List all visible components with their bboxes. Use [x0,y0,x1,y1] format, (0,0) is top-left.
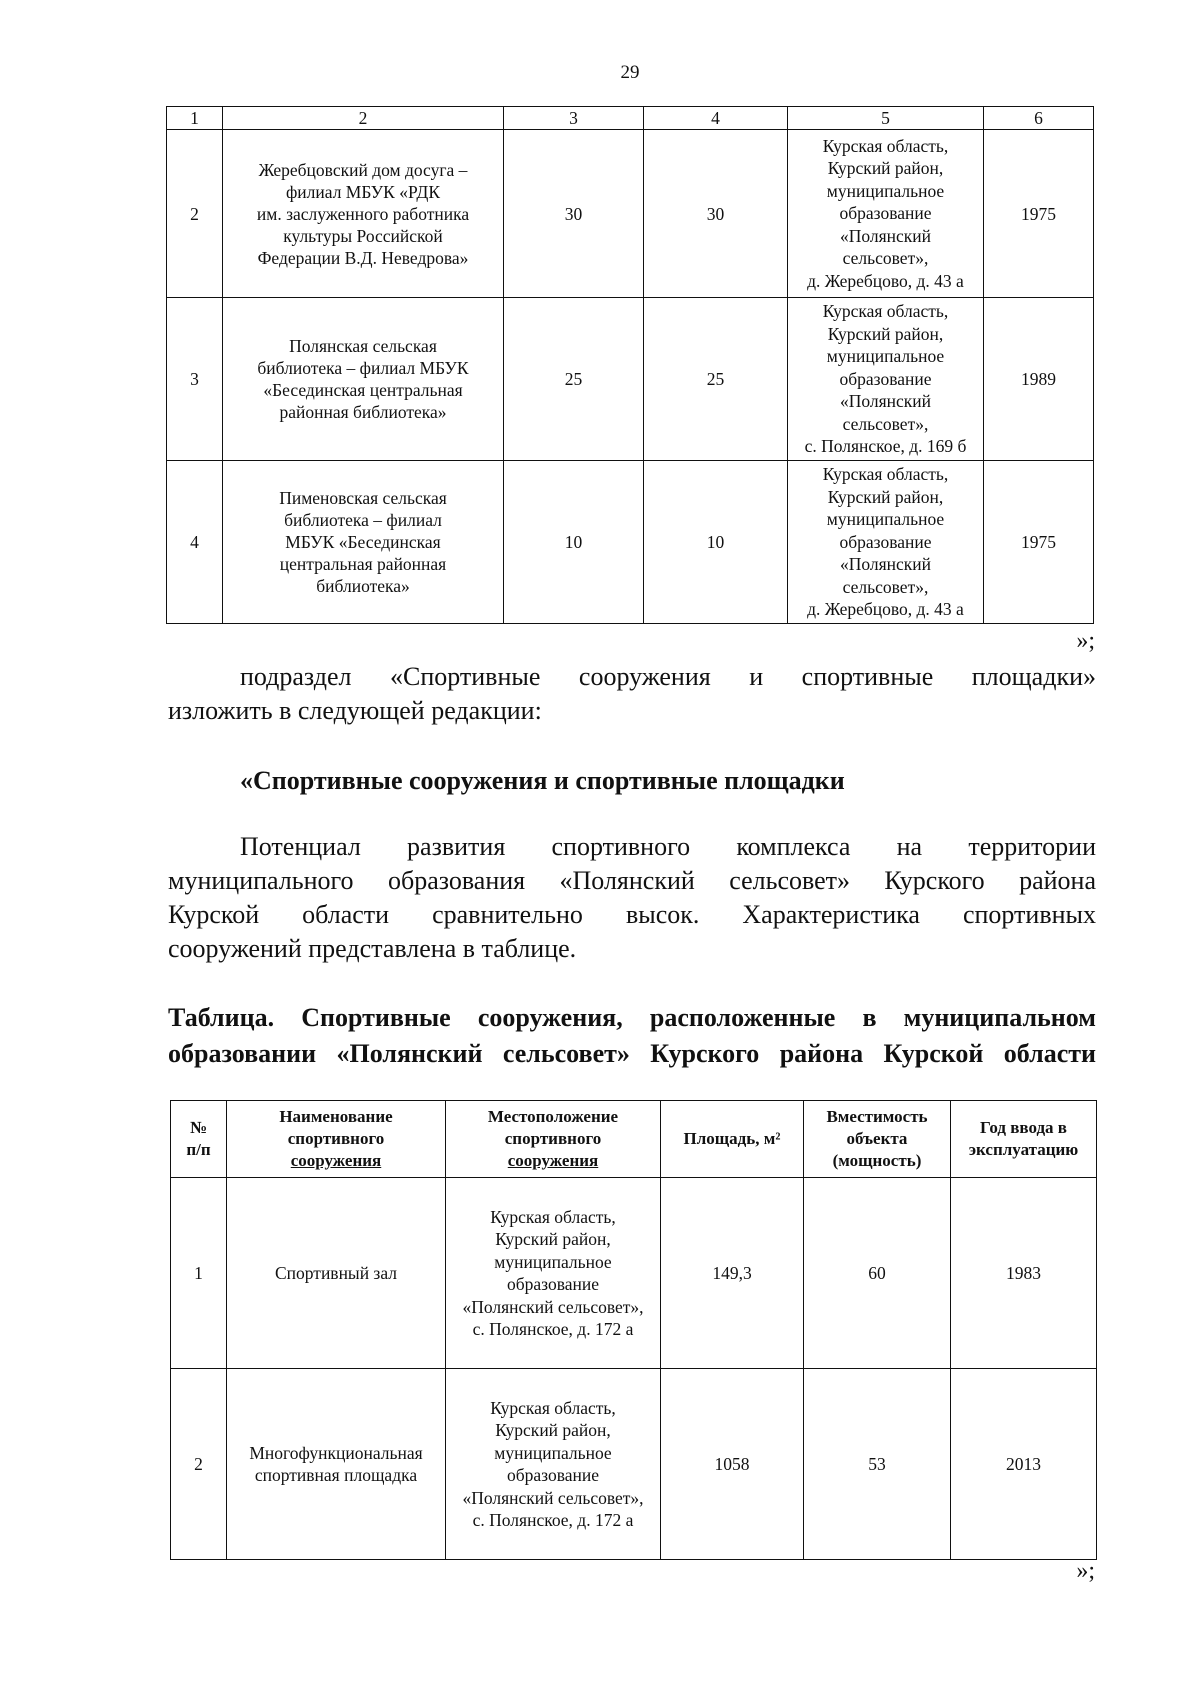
header-line: Наименование [279,1107,393,1126]
sports-facilities-table [170,1100,1097,1560]
header-capacity [804,1101,951,1178]
facilities-table-continued [166,106,1094,624]
column-number: 4 [644,107,788,130]
header-line: Год ввода в [980,1118,1067,1137]
facility-name [227,1369,446,1560]
column-number-row [167,107,1094,130]
header-location [446,1101,661,1178]
year: 2013 [951,1369,1097,1560]
name-line: библиотека – филиал [284,510,442,530]
header-line: (мощность) [832,1151,922,1170]
address-line: д. Жеребцово, д. 43 а [807,270,964,291]
capacity: 60 [804,1178,951,1369]
header-name [227,1101,446,1178]
header-line: № [189,1118,208,1137]
header-line: спортивного [287,1129,385,1148]
name-line: МБУК «Бесединская [285,532,441,552]
row-number: 1 [171,1178,227,1369]
paragraph-line: Потенциал развития спортивного комплекса на территории [240,832,1096,861]
address-line: «Полянский сельсовет», [462,1296,644,1317]
name-line: районная библиотека» [279,402,447,422]
name-line: Спортивный зал [274,1262,397,1283]
table-row [167,461,1094,624]
row-number: 4 [167,461,223,624]
header-line: сооружения [507,1151,599,1170]
address-line: с. Полянское, д. 172 а [472,1319,634,1339]
address-line: Курский район, [495,1420,611,1440]
facility-address [788,461,984,624]
name-line: Полянская сельская [289,336,437,356]
address-line: Курская область, [822,464,949,485]
address-line: образование [839,531,932,552]
value-col3: 25 [504,298,644,461]
paragraph-line: изложить в следующей редакции: [168,696,542,725]
name-line: филиал МБУК «РДК [285,181,441,202]
row-number: 3 [167,298,223,461]
name-line: Многофункциональная [249,1442,423,1463]
value-col4: 10 [644,461,788,624]
address-line: сельсовет», [842,413,929,434]
paragraph-line: муниципального образования «Полянский сельсовет» Курского района [168,866,1096,895]
header-row [171,1101,1097,1178]
name-line: Федерации В.Д. Неведрова» [257,247,469,268]
facility-address [788,298,984,461]
column-number: 1 [167,107,223,130]
header-area: Площадь, м² [661,1101,804,1178]
address-line: «Полянский сельсовет», [462,1487,644,1508]
name-line: центральная районная [279,554,447,574]
row-number: 2 [171,1369,227,1560]
section-heading: «Спортивные сооружения и спортивные площадки [240,766,845,795]
year: 1975 [984,461,1094,624]
value-col4: 30 [644,130,788,298]
address-line: муниципальное [494,1442,612,1463]
subsection-paragraph [168,660,1096,728]
address-line: сельсовет», [842,248,929,269]
header-year [951,1101,1097,1178]
facility-name [223,130,504,298]
address-line: муниципальное [826,346,945,367]
address-line: муниципальное [826,180,945,201]
column-number: 2 [223,107,504,130]
column-number: 5 [788,107,984,130]
name-line: им. заслуженного работника [256,203,470,224]
column-number: 3 [504,107,644,130]
row-number: 2 [167,130,223,298]
address-line: д. Жеребцово, д. 43 а [807,599,964,620]
address-line: Курский район, [495,1229,611,1249]
paragraph-line: Курской области сравнительно высок. Характеристика спортивных [168,900,1096,929]
address-line: Курская область, [822,301,949,322]
header-line: спортивного [504,1129,602,1148]
area: 149,3 [661,1178,804,1369]
name-line: Жеребцовский дом досуга – [258,159,468,180]
year: 1975 [984,130,1094,298]
header-line: эксплуатацию [968,1140,1079,1159]
table-row [171,1369,1097,1560]
name-line: спортивная площадка [254,1465,418,1485]
header-line: Местоположение [487,1107,619,1126]
header-line: объекта [846,1129,908,1148]
table-row [167,298,1094,461]
address-line: Курский район, [827,486,944,507]
column-number: 6 [984,107,1094,130]
address-line: сельсовет», [842,576,929,597]
page-number: 29 [620,62,640,83]
header-line: п/п [186,1140,211,1159]
potential-paragraph [168,830,1096,966]
year: 1989 [984,298,1094,461]
year: 1983 [951,1178,1097,1369]
facility-name [223,298,504,461]
address-line: Курская область, [490,1397,616,1418]
address-line: муниципальное [494,1251,612,1272]
name-line: библиотека» [316,576,410,596]
header-line: Вместимость [826,1107,928,1126]
header-num [171,1101,227,1178]
address-line: «Полянский [839,225,932,246]
facility-name [227,1178,446,1369]
closing-quote: »; [1076,1558,1095,1584]
caption-line: Таблица. Спортивные сооружения, расположенные в муниципальном [168,1003,1096,1032]
name-line: «Бесединская центральная [263,380,463,400]
paragraph-line: сооружений представлена в таблице. [168,934,577,963]
address-line: «Полянский [839,554,932,575]
name-line: культуры Российской [283,225,443,246]
name-line: библиотека – филиал МБУК [257,358,469,378]
address-line: муниципальное [826,509,945,530]
address-line: с. Полянское, д. 172 а [472,1510,634,1530]
value-col4: 25 [644,298,788,461]
address-line: «Полянский [839,391,932,412]
value-col3: 30 [504,130,644,298]
table-caption [168,1000,1096,1072]
closing-quote: »; [1076,628,1095,654]
table-row [167,130,1094,298]
facility-address [446,1178,661,1369]
capacity: 53 [804,1369,951,1560]
name-line: Пименовская сельская [279,488,447,508]
address-line: Курский район, [827,158,944,179]
paragraph-line: подраздел «Спортивные сооружения и спортивные площадки» [240,662,1096,691]
address-line: с. Полянское, д. 169 б [804,436,967,457]
address-line: образование [839,203,932,224]
header-line: сооружения [290,1151,382,1170]
address-line: образование [506,1274,600,1294]
value-col3: 10 [504,461,644,624]
table-row [171,1178,1097,1369]
address-line: Курская область, [822,135,949,156]
address-line: Курский район, [827,323,944,344]
facility-address [446,1369,661,1560]
facility-name [223,461,504,624]
address-line: образование [506,1465,600,1485]
caption-line: образовании «Полянский сельсовет» Курского района Курской области [168,1039,1096,1068]
address-line: образование [839,368,932,389]
area: 1058 [661,1369,804,1560]
facility-address [788,130,984,298]
address-line: Курская область, [490,1206,616,1227]
